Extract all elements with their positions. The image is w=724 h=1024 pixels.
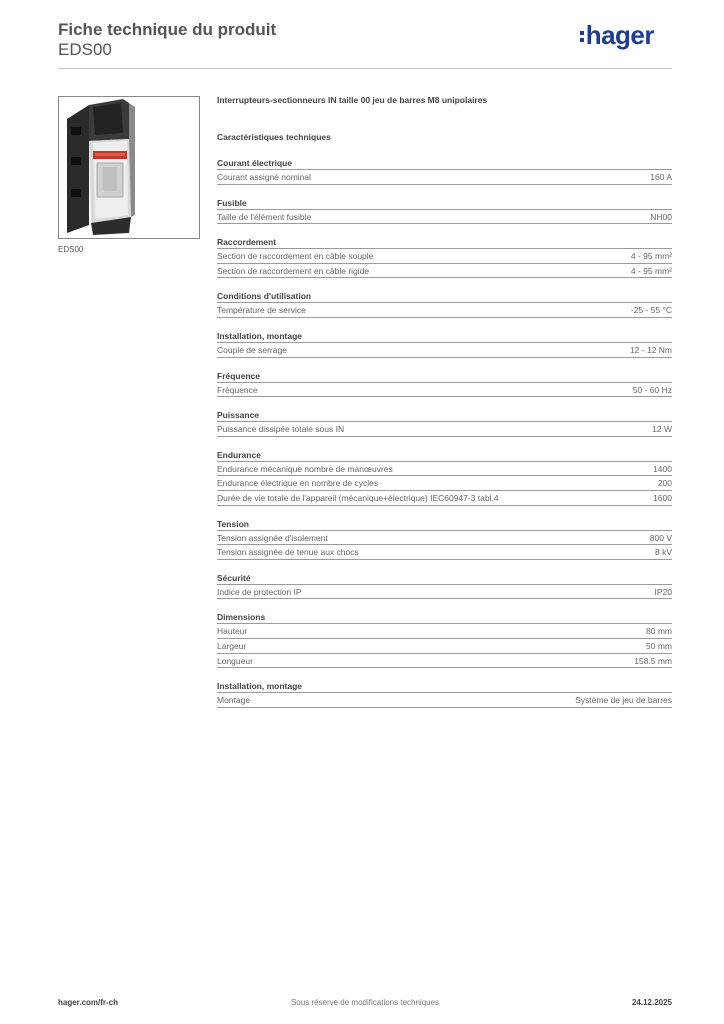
spec-value: 158.5 mm [634,655,672,666]
image-caption: EDS00 [58,245,84,254]
spec-group-title: Endurance [217,448,672,462]
spec-row [217,545,672,560]
footer-notice: Sous réserve de modifications techniques [290,998,440,1007]
spec-row [217,210,672,225]
spec-row [217,249,672,264]
spec-row [217,383,672,398]
header-divider [58,68,672,69]
spec-value: 80 mm [646,626,672,637]
spec-row [217,476,672,491]
fuse-switch-illustration [59,97,199,238]
spec-row [217,654,672,669]
group-gap [217,560,672,571]
spec-value: 1600 [653,492,672,503]
spec-group-title: Fusible [217,196,672,210]
spec-label: Tension assignée de tenue aux chocs [217,547,359,558]
group-gap [217,437,672,448]
spec-group [217,610,672,679]
spec-group [217,571,672,611]
product-code: EDS00 [58,40,112,59]
spec-groups [217,156,672,708]
spec-value: 50 - 60 Hz [632,384,672,395]
spec-value: 4 - 95 mm² [630,265,672,276]
page-header [58,20,672,70]
spec-group-title: Courant électrique [217,156,672,170]
spec-value: 12 - 12 Nm [629,344,672,355]
spec-row [217,170,672,185]
logo-text: hager [585,20,654,50]
group-gap [217,278,672,289]
spec-value: 12 W [652,424,672,435]
spec-value: 1400 [653,463,672,474]
spec-label: Tension assignée d'isolement [217,532,328,543]
spec-group-title: Dimensions [217,610,672,624]
spacer [217,142,672,156]
group-gap [217,185,672,196]
spec-value: 50 mm [646,640,672,651]
spec-label: Puissance dissipée totale sous IN [217,424,345,435]
product-description: Interrupteurs-sectionneurs IN taille 00 jeu de barres M8 unipolaires [217,95,488,105]
spec-label: Taille de l'élément fusible [217,211,312,222]
spec-label: Endurance électrique en nombre de cycles [217,478,379,489]
product-image [58,96,200,239]
spec-group [217,156,672,196]
spec-group [217,289,672,329]
spec-label: Hauteur [217,626,248,637]
spec-row [217,462,672,477]
spec-group [217,408,672,448]
spec-value: 8 kV [654,547,672,558]
spec-label: Courant assigné nominal [217,172,312,182]
group-gap [217,506,672,517]
spec-label: Fréquence [217,384,258,395]
spec-row [217,303,672,318]
spec-value: 4 - 95 mm² [630,251,672,262]
spec-label: Section de raccordement en câble souple [217,251,374,262]
spec-group [217,448,672,517]
spec-group-title: Installation, montage [217,329,672,343]
spec-label: Section de raccordement en câble rigide [217,265,370,276]
spec-group [217,235,672,289]
spec-label: Indice de protection IP [217,586,302,597]
spec-row [217,624,672,639]
group-gap [217,599,672,610]
spec-group-title: Raccordement [217,235,672,249]
spec-value: 160 A [650,172,672,182]
spec-row [217,491,672,506]
spec-label: Endurance mécanique nombre de manœuvres [217,463,393,474]
spec-content [217,95,672,708]
spec-value: Système de jeu de barres [575,695,672,706]
spec-group-title: Tension [217,517,672,531]
spec-group-title: Conditions d'utilisation [217,289,672,303]
section-title: Caractéristiques techniques [217,132,331,142]
spec-label: Largeur [217,640,247,651]
spec-row [217,585,672,600]
logo-dots-icon [580,30,584,44]
page-title: Fiche technique du produit [58,20,277,39]
spec-group [217,329,672,369]
spec-label: Longueur [217,655,253,666]
spec-label: Couple de serrage [217,344,287,355]
spec-value: 200 [657,478,672,489]
spec-value: IP20 [654,586,672,597]
spec-row [217,422,672,437]
spec-value: NH00 [650,211,672,222]
group-gap [217,668,672,679]
spec-row [217,531,672,546]
spec-group-title: Puissance [217,408,672,422]
spec-group-title: Sécurité [217,571,672,585]
spec-label: Montage [217,695,251,706]
spec-group [217,517,672,571]
spec-row [217,639,672,654]
spec-value: 800 V [649,532,672,543]
spec-row [217,693,672,708]
group-gap [217,397,672,408]
footer-date: 24.12.2025 [631,998,672,1007]
group-gap [217,224,672,235]
spec-value: -25 - 55 °C [630,305,672,316]
spec-row [217,343,672,358]
spec-group [217,196,672,236]
spec-group [217,369,672,409]
spec-group-title: Installation, montage [217,679,672,693]
spec-group-title: Fréquence [217,369,672,383]
spec-label: Durée de vie totale de l'appareil (mécanique+électrique) IEC60947-3 tabl.4 [217,492,499,503]
spec-label: Température de service [217,305,306,316]
spec-row [217,264,672,279]
group-gap [217,358,672,369]
footer-website[interactable]: hager.com/fr-ch [58,998,119,1007]
group-gap [217,318,672,329]
hager-logo [580,20,654,51]
spacer [217,110,672,132]
spec-group [217,679,672,708]
